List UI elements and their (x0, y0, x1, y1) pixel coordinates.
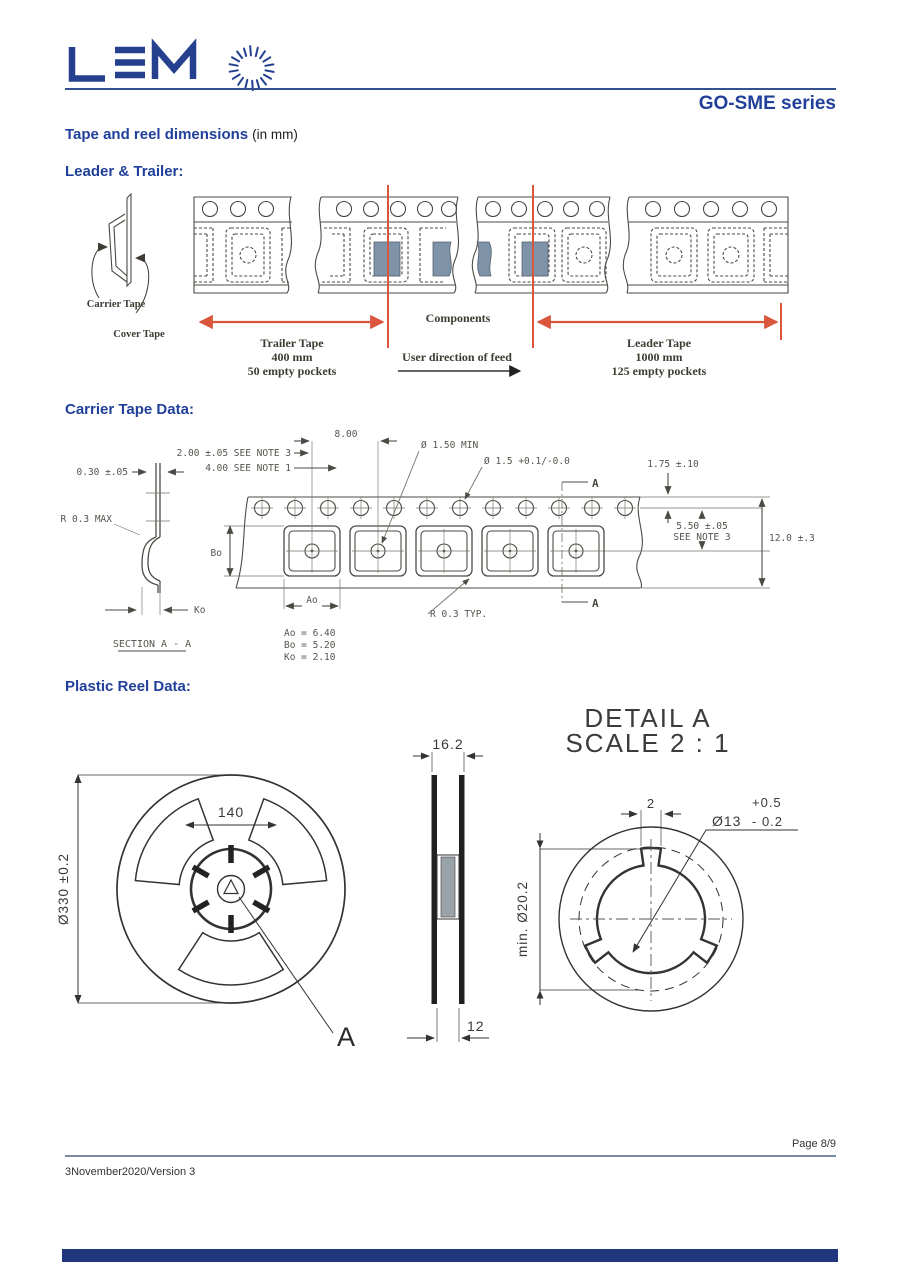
detail-a-title: DETAIL A (584, 703, 712, 733)
page-title (65, 126, 298, 143)
carrier-tape-heading: Carrier Tape Data: (65, 401, 194, 418)
d13-plus-label: +0.5 (752, 795, 782, 810)
section-mark-top: A (592, 477, 599, 490)
component-torn-sliver (477, 242, 491, 276)
dim-120-label: 12.0 ±.3 (769, 533, 815, 544)
cover-tape-label: Cover Tape (113, 329, 165, 340)
leader-pockets-label: 125 empty pockets (611, 364, 707, 378)
component-in-pocket (522, 242, 548, 276)
dim-12-label: 12 (467, 1018, 485, 1034)
tape-segment-components-1 (315, 197, 458, 293)
dim-200-label: 2.00 ±.05 SEE NOTE 3 (176, 448, 291, 459)
footer-divider (65, 1155, 836, 1157)
dim-162-label: 16.2 (432, 736, 464, 752)
r03typ-label: R 0.3 TYP. (430, 609, 488, 620)
lem-logo-letters (72, 47, 193, 79)
page-title-main: Tape and reel dimensions (65, 126, 249, 143)
dim-2-label: 2 (646, 796, 656, 811)
d150min-label: Ø 1.50 MIN (421, 440, 479, 451)
carrier-tape-label: Carrier Tape (86, 299, 146, 310)
leader-trailer-figure (0, 185, 900, 390)
reel-side-view (407, 736, 489, 1042)
table-bo: Bo = 5.20 (284, 640, 336, 651)
see-note3-label: SEE NOTE 3 (673, 532, 731, 543)
component-torn (433, 242, 451, 276)
trailer-length-label: 400 mm (271, 350, 313, 364)
components-label: Components (425, 311, 491, 325)
lem-logo (60, 33, 310, 95)
carrier-tape-figure (0, 425, 900, 675)
page-title-unit: (in mm) (252, 127, 298, 142)
detail-a-callout: A (337, 1022, 356, 1052)
leader-tape-label: Leader Tape (626, 336, 692, 350)
plastic-reel-figure (0, 700, 900, 1070)
leader-trailer-heading: Leader & Trailer: (65, 163, 184, 180)
leader-length-label: 1000 mm (635, 350, 683, 364)
bo-label: Bo (210, 548, 222, 559)
reel-front-view (56, 775, 355, 1052)
dim-550-label: 5.50 ±.05 (676, 521, 728, 532)
carrier-dimensions (177, 429, 815, 620)
version-label: 3November2020/Version 3 (65, 1166, 196, 1178)
d15tol-label: Ø 1.5 +0.1/-0.0 (484, 456, 570, 467)
flange-left (432, 775, 438, 1004)
pocket-dimension-table (284, 628, 336, 663)
dim-330-label: Ø330 ±0.2 (56, 853, 71, 925)
dim-175-label: 1.75 ±.10 (647, 459, 699, 470)
table-ko: Ko = 2.10 (284, 652, 336, 663)
dim-030-label: 0.30 ±.05 (76, 467, 128, 478)
tape-segment-components-2 (472, 197, 610, 293)
footer-bar (62, 1249, 838, 1262)
plastic-reel-heading: Plastic Reel Data: (65, 678, 191, 695)
section-a-a-view (61, 463, 206, 651)
dim-400-label: 4.00 SEE NOTE 1 (205, 463, 291, 474)
section-mark-bottom: A (592, 597, 599, 610)
hub-section (441, 857, 455, 917)
ao-label: Ao (306, 595, 318, 606)
tape-segment-leader (623, 197, 788, 293)
flange-right (459, 775, 465, 1004)
table-ao: Ao = 6.40 (284, 628, 336, 639)
dim-800-label: 8.00 (334, 429, 358, 440)
series-title: GO-SME series (698, 93, 836, 114)
section-a-a-label: SECTION A - A (112, 639, 192, 650)
tape-cross-section-sketch (87, 194, 165, 340)
trailer-tape-label: Trailer Tape (260, 336, 324, 350)
header-divider (65, 88, 836, 90)
tape-segment-trailer (194, 197, 292, 293)
min-d202-label: min. Ø20.2 (515, 880, 530, 958)
page-number: Page 8/9 (791, 1138, 836, 1150)
d13-label: Ø13 (712, 813, 742, 829)
d13-minus-label: - 0.2 (752, 814, 784, 829)
ko-label: Ko (194, 605, 206, 616)
r03max-label: R 0.3 MAX (60, 514, 112, 525)
dim-140-label: 140 (217, 804, 245, 820)
detail-a-scale: SCALE 2 : 1 (565, 728, 731, 758)
hub-key-triangle (224, 880, 238, 894)
trailer-pockets-label: 50 empty pockets (247, 364, 337, 378)
detail-a-view (515, 795, 798, 1011)
sprocket-holes (251, 497, 636, 519)
lem-starburst-icon (230, 46, 274, 90)
feed-direction-label: User direction of feed (402, 350, 512, 364)
